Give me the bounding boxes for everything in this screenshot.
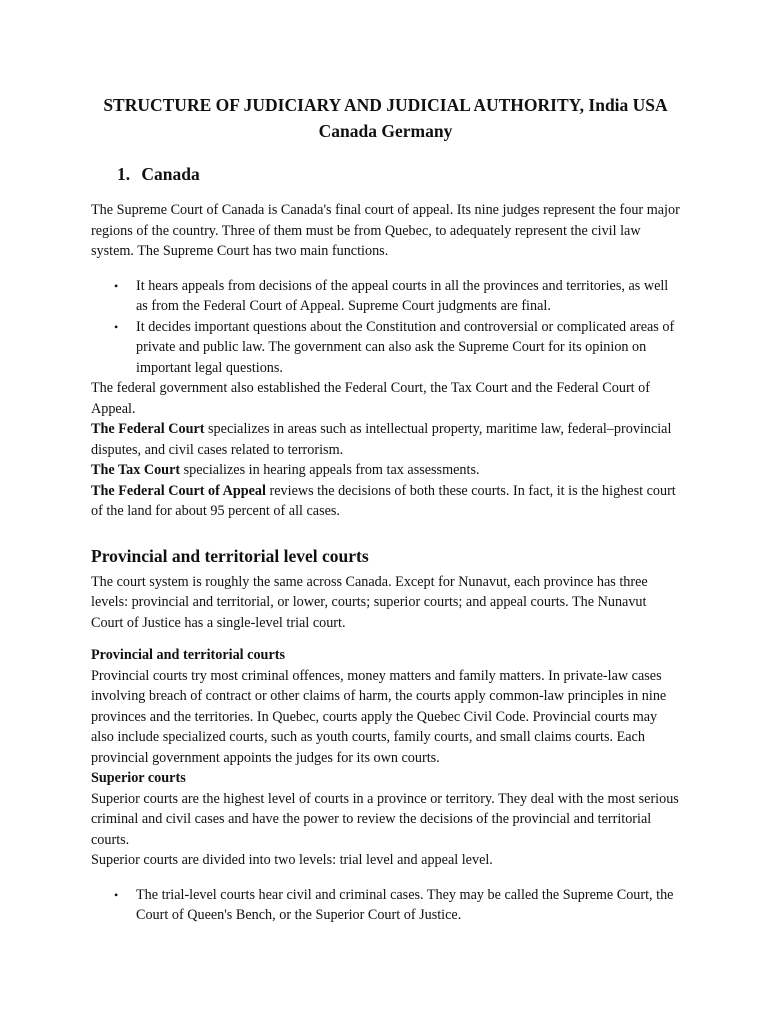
list-item-text: It hears appeals from decisions of the appeal courts in all the provinces and territories, as well as from the Federal Court of Appeal. Supreme Court judgments are final.: [136, 277, 669, 314]
document-title: STRUCTURE OF JUDICIARY AND JUDICIAL AUTHORITY, India USA Canada Germany: [103, 95, 668, 141]
appeal-court-term: The Federal Court of Appeal: [91, 482, 266, 499]
appeal-court-text: reviews the decisions of both these courts. In fact, it is the highest court of the land for about 95 percent of all cases.: [91, 482, 676, 519]
federal-court-paragraph: [91, 419, 680, 460]
superior-courts-list: [91, 885, 680, 926]
bullet-icon: •: [114, 887, 119, 902]
federal-court-term: The Federal Court: [91, 421, 205, 437]
supreme-court-functions-list: [91, 276, 680, 379]
list-item-text: The trial-level courts hear civil and criminal cases. They may be called the Supreme Court, the Court of Queen's Bench, or the Superior Court of Justice.: [136, 886, 674, 923]
bullet-icon: •: [114, 319, 119, 334]
court-system-intro: The court system is roughly the same across Canada. Except for Nunavut, each province has three levels: provincial and territorial, or lower, courts; superior courts; and appeal courts. The Nunavut Court of Justice has a single-level trial court.: [91, 573, 648, 631]
superior-courts-levels-text: Superior courts are divided into two levels: trial level and appeal level.: [91, 852, 493, 868]
list-item: [114, 317, 680, 379]
list-item: [114, 885, 680, 926]
tax-court-term: The Tax Court: [91, 462, 181, 478]
superior-courts-subheading: Superior courts: [91, 770, 186, 786]
federal-court-text: specializes in areas such as intellectual property, maritime law, federal–provincial disputes, and civil cases related to terrorism.: [91, 421, 672, 458]
appeal-court-paragraph: [91, 481, 680, 522]
list-item-text: It decides important questions about the Constitution and controversial or complicated areas of private and public law. The government can also ask the Supreme Court for its opinion on important legal questions.: [136, 318, 675, 376]
provincial-courts-text: Provincial courts try most criminal offences, money matters and family matters. In private-law cases involving breach of contract or other claims of harm, the courts apply common-law principles in nine provinces and the territories. In Quebec, courts apply the Quebec Civil Code. Provincial courts may also include specialized courts, such as youth courts, family courts, and small claims courts. Each provincial government appoints the judges for its own courts.: [91, 667, 667, 766]
federal-courts-paragraph: The federal government also established the Federal Court, the Tax Court and the Federal Court of Appeal.: [91, 380, 650, 417]
bullet-icon: •: [114, 278, 119, 293]
section-heading-canada: [117, 162, 680, 186]
provincial-courts-heading: Provincial and territorial level courts: [91, 545, 369, 566]
list-item: [114, 276, 680, 317]
tax-court-paragraph: [91, 460, 680, 481]
tax-court-text: specializes in hearing appeals from tax assessments.: [180, 462, 480, 478]
section-number: 1.: [117, 164, 131, 184]
superior-courts-text: Superior courts are the highest level of courts in a province or territory. They deal with the most serious criminal and civil cases and have the power to review the decisions of the provincial and territorial courts.: [91, 790, 679, 848]
supreme-court-intro: The Supreme Court of Canada is Canada's final court of appeal. Its nine judges represent the four major regions of the country. Three of them must be from Quebec, to adequately represent the civil law system. The Supreme Court has two main functions.: [91, 202, 680, 259]
provincial-territorial-subheading: Provincial and territorial courts: [91, 647, 285, 663]
section-heading-text: Canada: [141, 164, 200, 184]
